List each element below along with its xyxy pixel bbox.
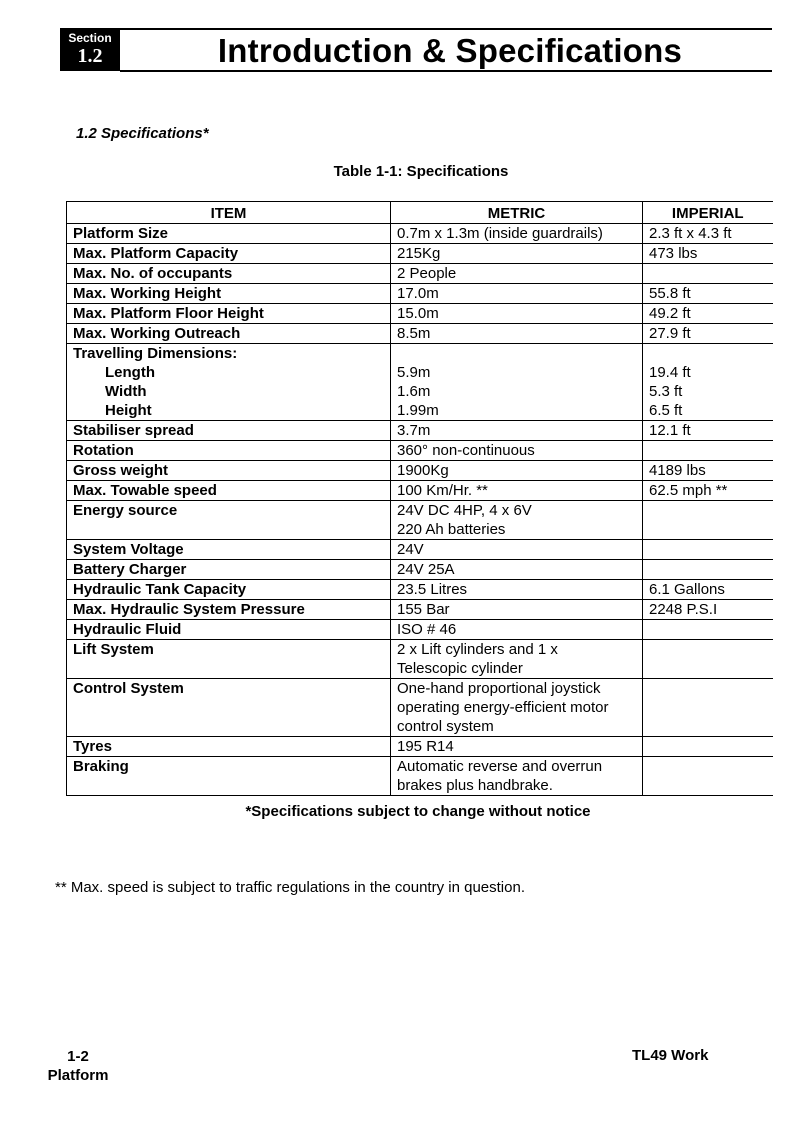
item-cell: Tyres [67, 737, 391, 757]
metric-cell: 195 R14 [391, 737, 643, 757]
metric-cell: 24V 25A [391, 560, 643, 580]
metric-cell: 0.7m x 1.3m (inside guardrails) [391, 224, 643, 244]
table-note: *Specifications subject to change without notice [245, 803, 591, 820]
specifications-table [66, 201, 773, 796]
imperial-cell: 49.2 ft [643, 304, 773, 324]
imperial-cell: 473 lbs [643, 244, 773, 264]
table-row [67, 304, 773, 324]
imperial-cell: 12.1 ft [643, 421, 773, 441]
item-cell [67, 344, 391, 421]
metric-cell: 17.0m [391, 284, 643, 304]
header-rule-bottom [120, 70, 772, 72]
table-row [67, 324, 773, 344]
imperial-cell: 2248 P.S.I [643, 600, 773, 620]
metric-cell: 155 Bar [391, 600, 643, 620]
item-cell: Hydraulic Fluid [67, 620, 391, 640]
imperial-cell: 6.1 Gallons [643, 580, 773, 600]
column-header-item: ITEM [67, 202, 391, 224]
table-row [67, 224, 773, 244]
metric-cell: 24V [391, 540, 643, 560]
table-row [67, 421, 773, 441]
table-row-travelling-dimensions [67, 344, 773, 421]
page-number-platform: Platform [47, 1067, 109, 1084]
item-cell: Stabiliser spread [67, 421, 391, 441]
subsection-title: 1.2 Specifications* [76, 125, 209, 142]
metric-line: 24V DC 4HP, 4 x 6V [397, 502, 532, 519]
table-header-row [67, 202, 773, 224]
item-cell: Hydraulic Tank Capacity [67, 580, 391, 600]
imperial-cell: 4189 lbs [643, 461, 773, 481]
imperial-width: 5.3 ft [649, 383, 683, 400]
metric-height: 1.99m [397, 402, 439, 419]
metric-cell: 1900Kg [391, 461, 643, 481]
item-cell: Platform Size [67, 224, 391, 244]
item-cell: Max. Platform Capacity [67, 244, 391, 264]
imperial-cell [643, 757, 773, 796]
imperial-cell [643, 679, 773, 737]
imperial-cell [643, 540, 773, 560]
imperial-height: 6.5 ft [649, 402, 683, 419]
item-cell: System Voltage [67, 540, 391, 560]
table-row [67, 284, 773, 304]
table-row [67, 580, 773, 600]
table-row [67, 540, 773, 560]
imperial-cell [643, 441, 773, 461]
item-cell: Max. Platform Floor Height [67, 304, 391, 324]
imperial-cell [643, 264, 773, 284]
item-cell: Lift System [67, 640, 391, 679]
column-header-metric: METRIC [391, 202, 643, 224]
subitem-length: Length [105, 364, 155, 381]
subitem-height: Height [105, 402, 152, 419]
table-row [67, 757, 773, 796]
subitem-width: Width [105, 383, 147, 400]
metric-width: 1.6m [397, 383, 431, 400]
section-label: Section [68, 31, 112, 45]
document-name: TL49 Work [632, 1047, 709, 1064]
imperial-cell: 62.5 mph ** [643, 481, 773, 501]
metric-cell: 15.0m [391, 304, 643, 324]
metric-line: 2 x Lift cylinders and 1 x [397, 641, 558, 658]
table-row [67, 737, 773, 757]
imperial-cell: 27.9 ft [643, 324, 773, 344]
imperial-cell [643, 501, 773, 540]
item-cell: Max. Working Outreach [67, 324, 391, 344]
metric-line: Telescopic cylinder [397, 660, 523, 677]
item-cell: Braking [67, 757, 391, 796]
table-row [67, 481, 773, 501]
metric-length: 5.9m [397, 364, 431, 381]
metric-cell [391, 679, 643, 737]
metric-cell: 360° non-continuous [391, 441, 643, 461]
metric-line: brakes plus handbrake. [397, 777, 553, 794]
page-title: Introduction & Specifications [217, 32, 683, 69]
item-cell: Max. Working Height [67, 284, 391, 304]
table-row [67, 679, 773, 737]
imperial-cell: 55.8 ft [643, 284, 773, 304]
item-cell: Max. No. of occupants [67, 264, 391, 284]
imperial-length: 19.4 ft [649, 364, 691, 381]
imperial-cell [643, 344, 773, 421]
item-cell: Max. Towable speed [67, 481, 391, 501]
table-row [67, 244, 773, 264]
section-number: 1.2 [77, 45, 103, 67]
table-row [67, 600, 773, 620]
item-cell: Battery Charger [67, 560, 391, 580]
item-cell: Max. Hydraulic System Pressure [67, 600, 391, 620]
metric-line: One-hand proportional joystick [397, 680, 601, 697]
table-row [67, 640, 773, 679]
imperial-cell: 2.3 ft x 4.3 ft [643, 224, 773, 244]
metric-cell: 8.5m [391, 324, 643, 344]
metric-cell [391, 640, 643, 679]
table-row [67, 264, 773, 284]
page-number-value: 1-2 [67, 1048, 89, 1065]
metric-cell [391, 757, 643, 796]
item-cell: Gross weight [67, 461, 391, 481]
table-row [67, 560, 773, 580]
table-caption: Table 1-1: Specifications [333, 163, 509, 180]
metric-line: operating energy-efficient motor [397, 699, 609, 716]
item-cell: Control System [67, 679, 391, 737]
metric-cell: 215Kg [391, 244, 643, 264]
table-row [67, 461, 773, 481]
metric-cell: 100 Km/Hr. ** [391, 481, 643, 501]
metric-cell [391, 501, 643, 540]
metric-line: control system [397, 718, 494, 735]
metric-cell: ISO # 46 [391, 620, 643, 640]
travelling-dimensions-label: Travelling Dimensions: [73, 345, 238, 362]
imperial-cell [643, 560, 773, 580]
table-row [67, 501, 773, 540]
metric-cell: 2 People [391, 264, 643, 284]
item-cell: Energy source [67, 501, 391, 540]
metric-cell [391, 344, 643, 421]
table-row [67, 441, 773, 461]
table-row [67, 620, 773, 640]
column-header-imperial: IMPERIAL [643, 202, 773, 224]
metric-cell: 3.7m [391, 421, 643, 441]
metric-line: 220 Ah batteries [397, 521, 506, 538]
footnote: ** Max. speed is subject to traffic regulations in the country in question. [55, 879, 525, 896]
item-cell: Rotation [67, 441, 391, 461]
section-badge [60, 28, 120, 71]
page-number [38, 1047, 118, 1085]
metric-cell: 23.5 Litres [391, 580, 643, 600]
metric-line: Automatic reverse and overrun [397, 758, 603, 775]
imperial-cell [643, 620, 773, 640]
imperial-cell [643, 640, 773, 679]
imperial-cell [643, 737, 773, 757]
